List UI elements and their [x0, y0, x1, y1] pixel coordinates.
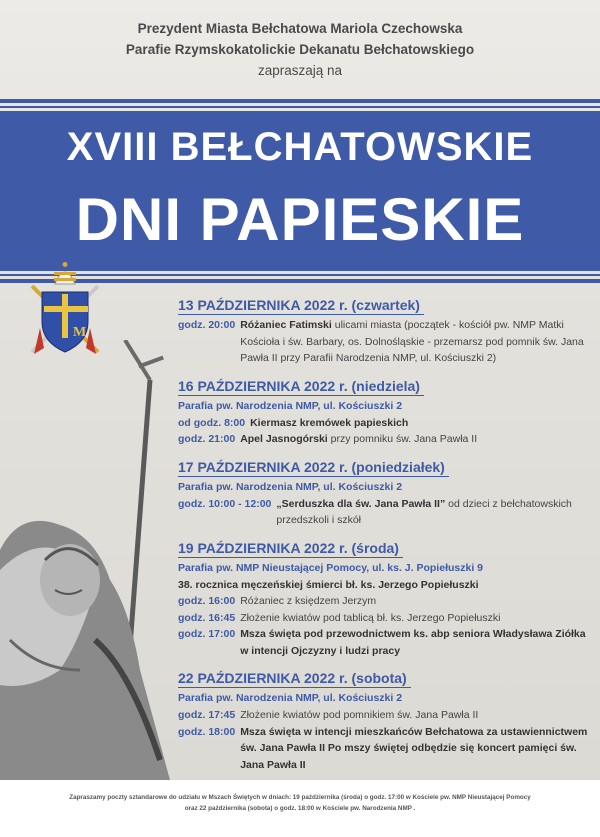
- event-text: ulicami miasta (początek - kościół pw. NMP Matki Kościoła i św. Barbary, os. Dolnośląskie - przemarsz pod pomnik św. Jana Pawła II przy Parafii Narodzenia NMP, ul. Kościuszki 2): [240, 319, 584, 364]
- event-time: godz. 20:00: [178, 319, 236, 331]
- event-time: godz. 17:00: [178, 628, 236, 640]
- event-oct-22: [178, 669, 588, 773]
- svg-text:M: M: [73, 325, 87, 340]
- event-time: godz. 17:45: [178, 709, 236, 721]
- header-line-2: Parafie Rzymskokatolickie Dekanatu Bełchatowskiego: [125, 42, 475, 57]
- event-item: [178, 593, 588, 610]
- event-oct-19: [178, 539, 588, 660]
- footer-line-1: Zapraszamy poczty sztandarowe do udziału w Mszach Świętych w dniach: 19 października (środa) o godz. 17:00 w Kościele pw. NMP Nieustającej Pomocy: [69, 794, 531, 801]
- event-time: godz. 10:00 - 12:00: [178, 497, 272, 510]
- event-item: [178, 317, 588, 367]
- event-place: Parafia pw. Narodzenia NMP, ul. Kościuszki 2: [178, 399, 403, 412]
- events-list: [178, 296, 588, 783]
- event-time: od godz. 8:00: [178, 416, 246, 429]
- title-banner: [0, 111, 600, 271]
- event-place: Parafia pw. NMP Nieustającej Pomocy, ul. ks. J. Popiełuszki 9: [178, 561, 484, 574]
- event-oct-17: [178, 458, 588, 529]
- event-title: Apel Jasnogórski: [240, 433, 328, 445]
- event-title: „Serduszka dla św. Jana Pawła II”: [276, 497, 446, 510]
- event-date: 16 PAŹDZIERNIKA 2022 r. (niedziela): [178, 377, 424, 396]
- footer-line-2: oraz 22 października (sobota) o godz. 18:00 w Kościele pw. Narodzenia NMP .: [184, 805, 416, 812]
- footer: [0, 780, 600, 837]
- event-time: godz. 18:00: [178, 725, 236, 738]
- event-item: [178, 496, 588, 529]
- top-stripe-2: [0, 106, 600, 108]
- event-oct-16: [178, 377, 588, 448]
- event-text: przy pomniku św. Jana Pawła II: [327, 433, 478, 445]
- event-text: Różaniec z księdzem Jerzym: [240, 595, 377, 607]
- event-title: Kiermasz kremówek papieskich: [250, 416, 409, 429]
- event-item: [178, 610, 588, 627]
- event-place: Parafia pw. Narodzenia NMP, ul. Kościuszki 2: [178, 480, 403, 493]
- event-time: godz. 21:00: [178, 433, 236, 445]
- event-date: 13 PAŹDZIERNIKA 2022 r. (czwartek): [178, 296, 424, 315]
- event-title: Msza święta w intencji mieszkańców Bełchatowa za ustawiennictwem św. Jana Pawła II Po mszy świętej odbędzie się koncert pamięci św. Jana Pawła II: [240, 725, 588, 771]
- event-place: Parafia pw. Narodzenia NMP, ul. Kościuszki 2: [178, 692, 403, 704]
- event-time: godz. 16:45: [178, 611, 236, 624]
- event-item: [178, 707, 588, 724]
- event-title: Msza święta pod przewodnictwem ks. abp seniora Władysława Ziółka w intencji Ojczyzny i ludzi pracy: [240, 628, 586, 657]
- event-date: 17 PAŹDZIERNIKA 2022 r. (poniedziałek): [178, 458, 449, 477]
- pope-john-paul-ii-illustration: [0, 340, 175, 780]
- event-item: [178, 724, 588, 774]
- event-item: [178, 626, 588, 659]
- event-item: [178, 415, 588, 432]
- header-line-3: zapraszają na: [257, 63, 343, 78]
- header-line-1: Prezydent Miasta Bełchatowa Mariola Czechowska: [137, 21, 463, 36]
- event-text: od dzieci z bełchatowskich przedszkoli i szkół: [276, 497, 572, 526]
- event-title: Różaniec Fatimski: [240, 319, 332, 331]
- event-title: 38. rocznica męczeńskiej śmierci bł. ks. Jerzego Popiełuszki: [178, 578, 479, 591]
- event-date: 22 PAŹDZIERNIKA 2022 r. (sobota): [178, 669, 411, 688]
- event-item: [178, 431, 588, 448]
- event-text: Złożenie kwiatów pod tablicą bł. ks. Jerzego Popiełuszki: [240, 611, 501, 624]
- event-oct-13: [178, 296, 588, 367]
- event-time: godz. 16:00: [178, 595, 236, 607]
- event-item: [178, 577, 588, 594]
- header: [0, 18, 600, 81]
- banner-title-1: XVIII BEŁCHATOWSKIE: [66, 125, 534, 169]
- banner-title-2: DNI PAPIESKIE: [75, 186, 525, 253]
- event-date: 19 PAŹDZIERNIKA 2022 r. (środa): [178, 539, 403, 558]
- top-stripe-1: [0, 99, 600, 103]
- event-text: Złożenie kwiatów pod pomnikiem św. Jana Pawła II: [240, 709, 479, 721]
